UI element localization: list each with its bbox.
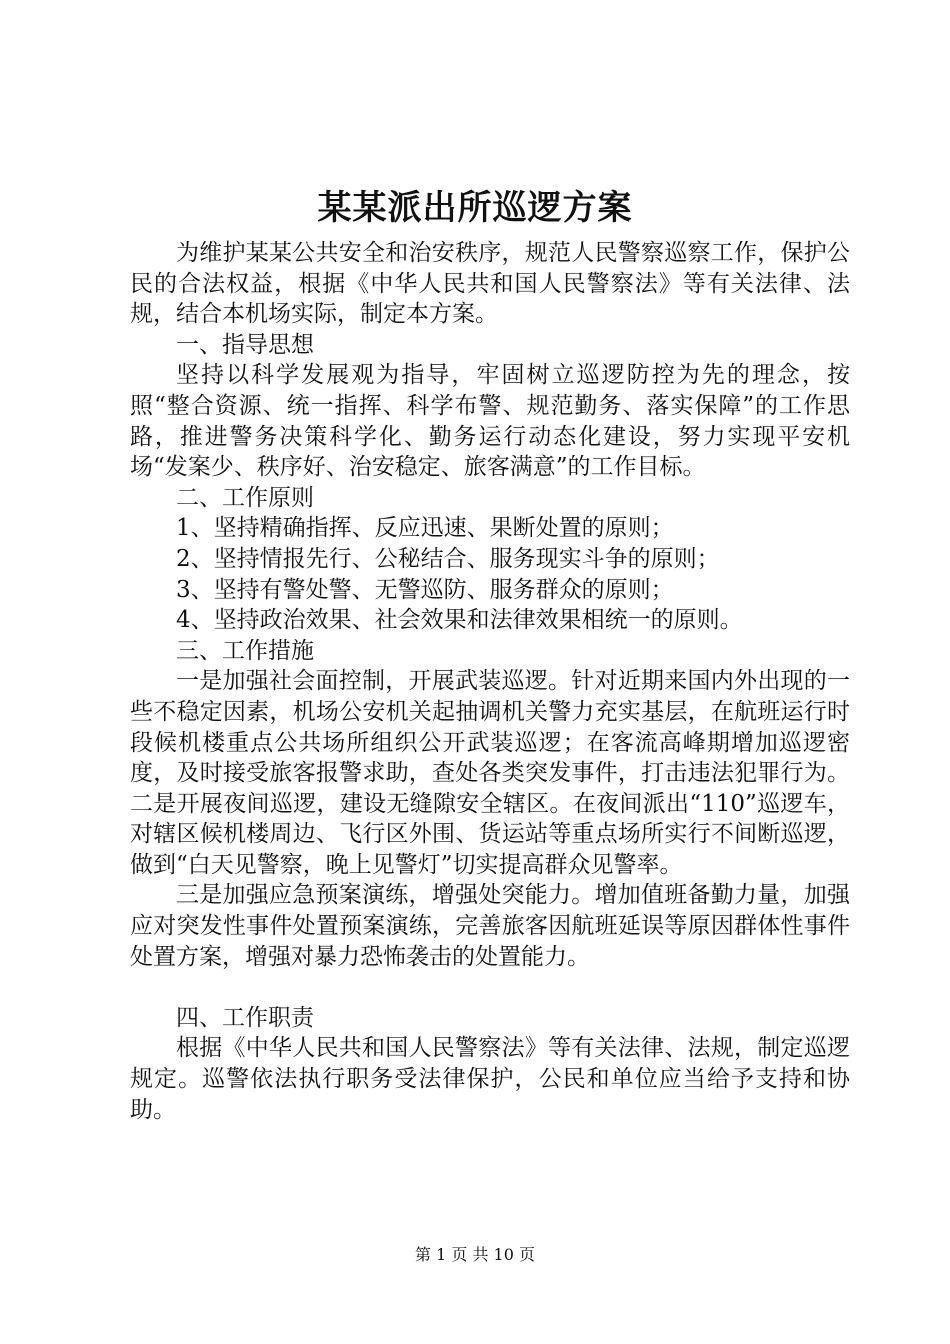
section-heading-guiding-ideology: 一、指导思想 bbox=[176, 331, 314, 358]
paragraph-spacer bbox=[130, 972, 850, 1003]
page-number-footer: 第 1 页 共 10 页 bbox=[415, 1245, 535, 1264]
guiding-ideology-paragraph: 坚持以科学发展观为指导，牢固树立巡逻防控为先的理念，按照“整合资源、统一指挥、科学布警、规范勤务、落实保障”的工作思路，推进警务决策科学化、勤务运行动态化建设，努力实现平安机场“发案少、秩序好、治安稳定、旅客满意”的工作目标。 bbox=[130, 362, 850, 481]
intro-paragraph: 为维护某某公共安全和治安秩序，规范人民警察巡察工作，保护公民的合法权益，根据《中华人民共和国人民警察法》等有关法律、法规，结合本机场实际，制定本方案。 bbox=[130, 240, 850, 328]
section-heading-work-measures: 三、工作措施 bbox=[176, 637, 314, 664]
document-title: 某某派出所巡逻方案 bbox=[317, 188, 633, 228]
measures-paragraph-1: 一是加强社会面控制，开展武装巡逻。针对近期来国内外出现的一些不稳定因素，机场公安机关起抽调机关警力充实基层，在航班运行时段候机楼重点公共场所组织公开武装巡逻；在客流高峰期增加巡逻密度，及时接受旅客报警求助，查处各类突发事件，打击违法犯罪行为。二是开展夜间巡逻，建设无缝隙安全辖区。在夜间派出“110”巡逻车，对辖区候机楼周边、飞行区外围、货运站等重点场所实行不间断巡逻，做到“白天见警察，晚上见警灯”切实提高群众见警率。 bbox=[130, 668, 850, 878]
principle-item-3: 3、坚持有警处警、无警巡防、服务群众的原则； bbox=[176, 576, 674, 603]
principle-item-2: 2、坚持情报先行、公秘结合、服务现实斗争的原则； bbox=[176, 545, 720, 572]
document-body bbox=[130, 238, 850, 1125]
principle-item-4: 4、坚持政治效果、社会效果和法律效果相统一的原则。 bbox=[176, 607, 743, 634]
duties-paragraph: 根据《中华人民共和国人民警察法》等有关法律、法规，制定巡逻规定。巡警依法执行职务受法律保护，公民和单位应当给予支持和协助。 bbox=[130, 1035, 850, 1123]
section-heading-work-principles: 二、工作原则 bbox=[176, 484, 314, 511]
principle-item-1: 1、坚持精确指挥、反应迅速、果断处置的原则； bbox=[176, 515, 674, 542]
section-heading-work-duties: 四、工作职责 bbox=[176, 1004, 314, 1031]
measures-paragraph-2: 三是加强应急预案演练，增强处突能力。增加值班备勤力量，加强应对突发性事件处置预案演练，完善旅客因航班延误等原因群体性事件处置方案，增强对暴力恐怖袭击的处置能力。 bbox=[130, 882, 850, 970]
